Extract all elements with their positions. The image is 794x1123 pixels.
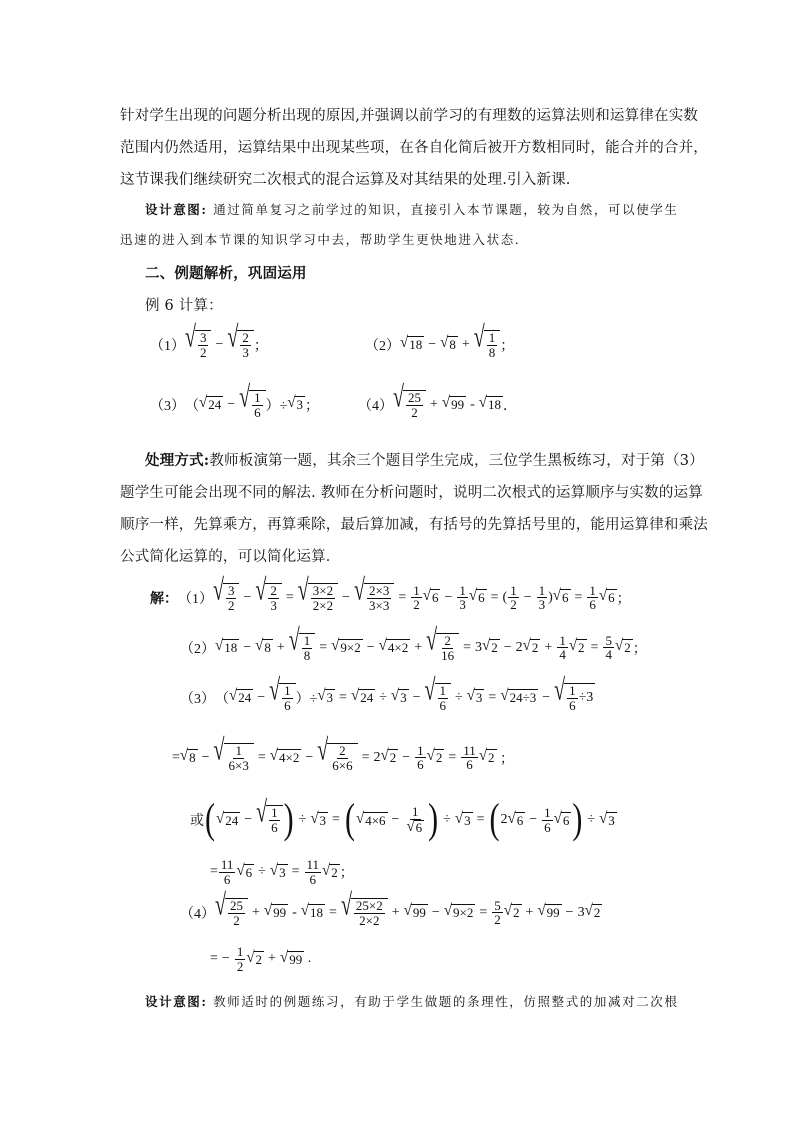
design-intent-line [145, 200, 679, 218]
example-title: 例 6 计算： [145, 298, 223, 314]
problem-3: （3） （ √ 24 − √ $\frac{1}{6}$ ）÷ √ 3 ； [150, 381, 320, 420]
paragraph-line: 范围内仍然适用，运算结果中出现某些项，在各自化简后被开方数相同时，能合并的合并， [120, 140, 708, 156]
solution-4: （4） √ $\frac{25}{2}$ + √ 99 - √ 18 = √ $\frac{25\times 2}{2\times 2}$ + √ 99 − √ 9×2 = $\frac{5}{2}$ √ 2 + √ 99 − 3 √ 2 [180, 889, 601, 928]
solution-3-alt: 或 ( √ 24 − √ $\frac{1}{6}$ ) ÷ √ 3 = ( √ 4×6 − 1 √ 6 ) ÷ √ 3 = ( 2 √ 6 − $\frac{1}{6}$ √ 6 ) ÷ √ 3 [190, 796, 615, 843]
problem-4: （4） √ $\frac{25}{2}$ + √ 99 - √ 18 ． [358, 381, 518, 420]
solution-3-alt-result: = $\frac{11}{6}$ √ 6 ÷ √ 3 = $\frac{11}{6}$ √ 2 ； [210, 857, 354, 887]
method-label: 处理方式: [145, 452, 210, 469]
paragraph-line: 这节课我们继续研究二次根式的混合运算及对其结果的处理.引入新课. [120, 172, 571, 188]
method-line: 顺序一样，先算乘方，再算乘除，最后算加减，有括号的先算括号里的，能用运算律和乘法 [120, 517, 708, 533]
design-intent-label: 设计意图: [145, 202, 208, 217]
or-label: 或 [190, 813, 204, 829]
solution-3: （3） （ √ 24 − √ $\frac{1}{6}$ ）÷ √ 3 = √ 24 ÷ √ 3 − √ $\frac{1}{6}$ ÷ √ 3 = √ 24÷3 − √ $\frac{1}{6}$ ÷3 [180, 674, 594, 713]
solution-2: （2） √ 18 − √ 8 + √ $\frac{1}{8}$ = √ 9×2 − √ 4×2 + √ $\frac{2}{16}$ = 3 √ 2 − 2 √ 2 + $\frac{1}{4}$ √ 2 = $\frac{5}{4}$ √ 2 ； [180, 624, 647, 663]
problem-2: （2） √ 18 − √ 8 + √ $\frac{1}{8}$ ； [365, 321, 515, 360]
solution-1: 解： （1） √ $\frac{3}{2}$ − √ $\frac{2}{3}$ = √ $\frac{3\times 2}{2\times 2}$ − √ $\frac{2\times 3}{3\times 3}$ = $\frac{1}{2}$ √ 6 − $\frac{1}{3}$ √ 6 = ( $\frac{1}{2}$ − $\frac{1}{3}$ ) √ 6 = $\frac{1}{6}$ √ 6 ； [150, 574, 631, 613]
design-intent-line: 迅速的进入到本节课的知识学习中去，帮助学生更快地进入状态. [120, 232, 521, 247]
method-line: 公式简化运算的，可以简化运算． [120, 549, 341, 565]
problem-1: （1） √ $\frac{3}{2}$ − √ $\frac{2}{3}$ ； [150, 321, 268, 360]
solution-3-cont: = √ 8 − √ $\frac{1}{6\times 3}$ = √ 4×2 − √ $\frac{2}{6\times 6}$ = 2 √ 2 − $\frac{1}{6}$ √ 2 = $\frac{11}{6}$ √ 2 ； [172, 734, 515, 773]
section-title: 二、例题解析，巩固运用 [145, 265, 307, 282]
design-intent-label: 设计意图: [145, 994, 208, 1009]
design-intent-text: 通过简单复习之前学过的知识，直接引入本节课题，较为自然，可以使学生 [213, 202, 679, 217]
method-line: 题学生可能会出现不同的解法. 教师在分析问题时，说明二次根式的运算顺序与实数的运算 [120, 485, 703, 501]
method-line: 处理方式:教师板演第一题，其余三个题目学生完成，三位学生黑板练习，对于第（3） [145, 452, 704, 469]
solution-label: 解： [150, 591, 178, 607]
design-intent-line [145, 992, 679, 1010]
solution-4-result: = − $\frac{1}{2}$ √ 2 + √ 99 . [210, 944, 312, 974]
paragraph-line: 针对学生出现的问题分析出现的原因,并强调以前学习的有理数的运算法则和运算律在实数 [120, 108, 699, 124]
design-intent-text: 教师适时的例题练习，有助于学生做题的条理性，仿照整式的加减对二次根 [213, 994, 679, 1009]
